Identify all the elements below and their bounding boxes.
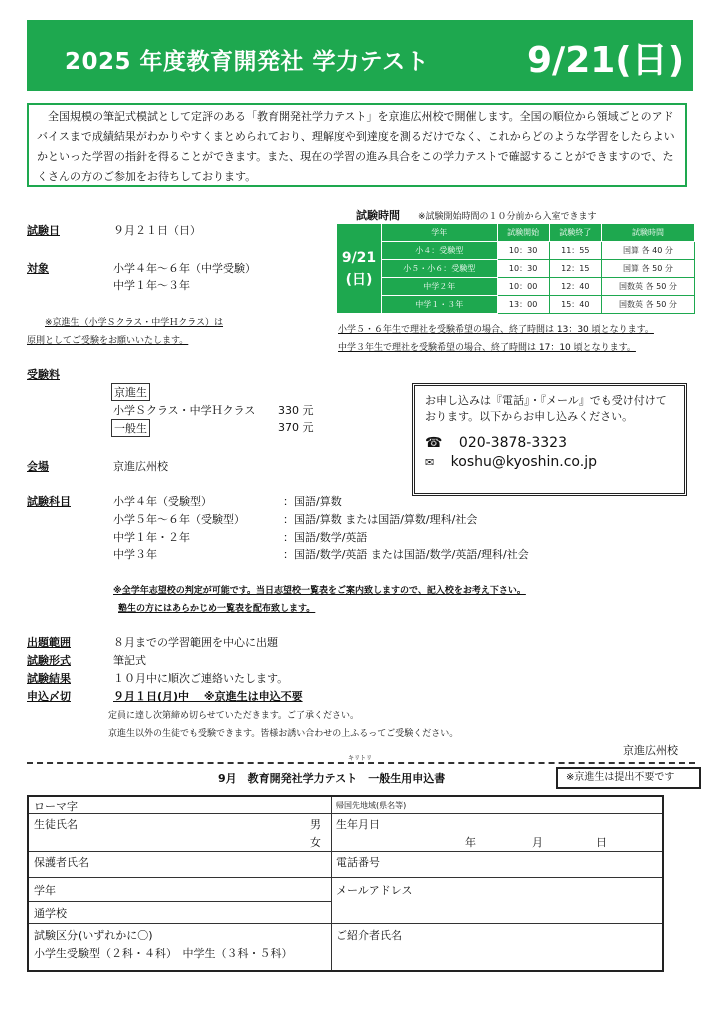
subject-list: ：国語/数学/英語 または国語/数学/英語/理科/社会 bbox=[283, 548, 529, 561]
field-hometown[interactable]: 帰国先地域(県名等) bbox=[336, 801, 407, 810]
schedule-table bbox=[336, 223, 695, 314]
field-romaji[interactable]: ローマ字 bbox=[34, 800, 78, 813]
form-note: ※京進生は提出不要です bbox=[556, 767, 701, 789]
schedule-date: 9/21 bbox=[341, 249, 377, 266]
fee-kyoshin-class: 小学Ｓクラス・中学Ｈクラス bbox=[113, 404, 256, 417]
deadline-value: ９月１日(月)中 ※京進生は申込不要 bbox=[113, 690, 303, 703]
schedule-duration: 国算 各 40 分 bbox=[601, 242, 694, 260]
birthday-day: 日 bbox=[596, 836, 607, 849]
exam-date-label: 試験日 bbox=[27, 224, 60, 237]
venue-value: 京進広州校 bbox=[113, 460, 168, 473]
phone-icon: ☎ bbox=[425, 435, 443, 451]
schedule-duration: 国算 各 50 分 bbox=[601, 260, 694, 278]
format-value: 筆記式 bbox=[113, 654, 146, 667]
contact-phone[interactable]: 020-3878-3323 bbox=[458, 435, 567, 451]
schedule-foot1: 小学５・６年生で理社を受験希望の場合、終了時間は 13：30 頃となります。 bbox=[338, 325, 654, 335]
contact-text1: お申し込みは『電話』・『メール』でも受け付けて bbox=[425, 394, 667, 407]
schedule-title: 試験時間 bbox=[356, 209, 400, 222]
subjects-label: 試験科目 bbox=[27, 495, 71, 508]
schedule-end: 12：15 bbox=[549, 260, 601, 278]
deadline-label: 申込〆切 bbox=[27, 690, 71, 703]
subjects-note2: 塾生の方にはあらかじめ一覧表を配布致します。 bbox=[118, 604, 316, 614]
field-school[interactable]: 通学校 bbox=[34, 907, 67, 920]
schedule-grade: 中学１・３年 bbox=[382, 296, 498, 314]
schedule-note: ※試験開始時間の１０分前から入室できます bbox=[418, 212, 597, 222]
birthday-month: 月 bbox=[532, 836, 543, 849]
fee-general: 一般生 bbox=[111, 419, 150, 437]
form-rule bbox=[29, 851, 662, 852]
form-rule bbox=[29, 877, 662, 878]
field-student-name[interactable]: 生徒氏名 bbox=[34, 818, 78, 831]
schedule-day: (日) bbox=[345, 271, 373, 288]
cut-label: キリトリ bbox=[348, 755, 373, 762]
subject-list: ：国語/算数 bbox=[283, 495, 342, 508]
schedule-start: 10：30 bbox=[497, 260, 549, 278]
subject-list: ：国語/数学/英語 bbox=[283, 531, 368, 544]
contact-email[interactable]: koshu@kyoshin.co.jp bbox=[450, 454, 597, 470]
schedule-grade: 小４：受験型 bbox=[382, 242, 498, 260]
field-grade[interactable]: 学年 bbox=[34, 884, 56, 897]
format-label: 試験形式 bbox=[27, 654, 71, 667]
schedule-duration: 国数英 各 50 分 bbox=[601, 278, 694, 296]
field-email[interactable]: メールアドレス bbox=[336, 884, 413, 897]
form-rule bbox=[29, 813, 662, 814]
result-value: １０月中に順次ご連絡いたします。 bbox=[113, 672, 289, 685]
schedule-date-cell bbox=[337, 224, 382, 314]
schedule-header: 試験時間 bbox=[601, 224, 694, 242]
schedule-header: 試験開始 bbox=[497, 224, 549, 242]
field-guardian[interactable]: 保護者氏名 bbox=[34, 856, 89, 869]
schedule-start: 10：30 bbox=[497, 242, 549, 260]
schedule-header: 試験終了 bbox=[549, 224, 601, 242]
subject-grade: 中学１年・２年 bbox=[113, 531, 190, 544]
banner-date: 9/21(日) bbox=[527, 40, 685, 81]
details-note1: 定員に達し次第締め切らせていただきます。ご了承ください。 bbox=[108, 711, 360, 721]
form-rule bbox=[29, 923, 662, 924]
schedule-start: 13：00 bbox=[497, 296, 549, 314]
form-rule bbox=[29, 901, 331, 902]
schedule-header: 学年 bbox=[382, 224, 498, 242]
fee-kyoshin-price: 330 元 bbox=[278, 404, 314, 417]
birthday-year: 年 bbox=[465, 836, 476, 849]
form-title: 9月 教育開発社学力テスト 一般生用申込書 bbox=[218, 772, 446, 785]
school-name: 京進広州校 bbox=[623, 744, 678, 757]
application-form bbox=[27, 795, 664, 972]
subject-grade: 小学５年～６年（受験型） bbox=[113, 513, 245, 526]
target-note1: ※京進生（小学Ｓクラス・中学Ｈクラス）は bbox=[45, 318, 224, 328]
field-phone[interactable]: 電話番号 bbox=[336, 856, 380, 869]
schedule-start: 10：00 bbox=[497, 278, 549, 296]
category-options[interactable]: 小学生受験型（２科・４科） 中学生（３科・５科） bbox=[34, 947, 293, 960]
mail-icon: ✉ bbox=[425, 456, 435, 469]
banner-title: 2025 年度教育開発社 学力テスト bbox=[65, 49, 430, 75]
contact-box bbox=[412, 383, 687, 496]
target-note2: 原則としてご受験をお願いいたします。 bbox=[27, 336, 189, 346]
target-line2: 中学１年～３年 bbox=[113, 279, 190, 292]
fee-general-price: 370 元 bbox=[278, 421, 314, 434]
field-category: 試験区分(いずれかに〇) bbox=[34, 929, 153, 942]
field-referrer[interactable]: ご紹介者氏名 bbox=[336, 929, 402, 942]
schedule-end: 12：40 bbox=[549, 278, 601, 296]
field-birthday[interactable]: 生年月日 bbox=[336, 818, 380, 831]
schedule-duration: 国数英 各 50 分 bbox=[601, 296, 694, 314]
subject-list: ：国語/算数 または国語/算数/理科/社会 bbox=[283, 513, 478, 526]
details-note2: 京進生以外の生徒でも受験できます。皆様お誘い合わせの上ふるってご受験ください。 bbox=[108, 729, 459, 739]
fee-label: 受験料 bbox=[27, 368, 60, 381]
schedule-end: 15：40 bbox=[549, 296, 601, 314]
intro-text: 全国規模の筆記式模試として定評のある「教育開発社学力テスト」を京進広州校で開催します。全国の順位から領域ごとのアドバイスまで成績結果がわかりやすくまとめられており、理解度や到達度を測るだけでなく、これからどのような学習をしたらよいかといった学習の指針を得ることができます。また、現在の学習の進み具合をこの学力テストで確認することができますので、たくさんの方のご参加をお待ちしております。 bbox=[27, 103, 687, 187]
subject-grade: 小学４年（受験型） bbox=[113, 495, 212, 508]
schedule-foot2: 中学３年生で理社を受験希望の場合、終了時間は 17：10 頃となります。 bbox=[338, 343, 636, 353]
range-label: 出題範囲 bbox=[27, 636, 71, 649]
title-banner bbox=[27, 20, 693, 91]
fee-kyoshin: 京進生 bbox=[111, 383, 150, 401]
subject-grade: 中学３年 bbox=[113, 548, 157, 561]
range-value: ８月までの学習範囲を中心に出題 bbox=[113, 636, 278, 649]
subjects-note1: ※全学年志望校の判定が可能です。当日志望校一覧表をご案内致しますので、記入校をお考え下さい。 bbox=[113, 586, 526, 596]
target-label: 対象 bbox=[27, 262, 49, 275]
gender-female[interactable]: 女 bbox=[310, 836, 321, 849]
target-line1: 小学４年～６年（中学受験） bbox=[113, 262, 256, 275]
cut-line bbox=[27, 762, 695, 764]
schedule-grade: 小５・小６：受験型 bbox=[382, 260, 498, 278]
venue-label: 会場 bbox=[27, 460, 49, 473]
schedule-grade: 中学２年 bbox=[382, 278, 498, 296]
contact-text2: おります。以下からお申し込みください。 bbox=[425, 410, 634, 423]
form-divider bbox=[331, 797, 332, 970]
result-label: 試験結果 bbox=[27, 672, 71, 685]
gender-male[interactable]: 男 bbox=[310, 818, 321, 831]
exam-date-value: ９月２１日（日） bbox=[113, 224, 201, 237]
schedule-end: 11：55 bbox=[549, 242, 601, 260]
